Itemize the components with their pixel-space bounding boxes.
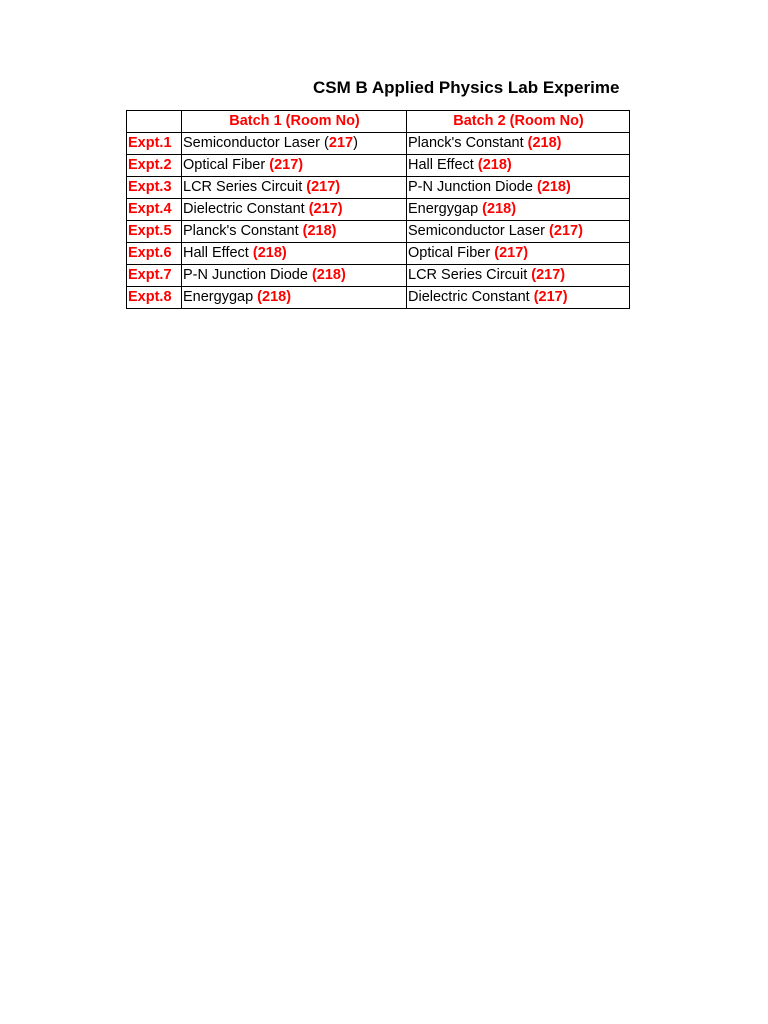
room-number: (217) <box>308 201 343 217</box>
batch-1-cell <box>182 287 407 309</box>
table-row <box>127 221 630 243</box>
batch-2-cell <box>407 265 630 287</box>
room-number: (217) <box>494 245 529 261</box>
room-number: 217 <box>328 135 354 151</box>
table-header-row <box>127 111 630 133</box>
experiment-label: Expt.3 <box>127 177 182 199</box>
experiment-name: P-N Junction Diode <box>408 179 533 195</box>
batch-1-cell <box>182 243 407 265</box>
room-number: (218) <box>257 289 292 305</box>
experiment-name: Hall Effect <box>183 245 249 261</box>
room-number: (218) <box>252 245 287 261</box>
experiment-label: Expt.4 <box>127 199 182 221</box>
header-cell-empty <box>127 111 182 133</box>
batch-1-cell <box>182 221 407 243</box>
room-number: (218) <box>482 201 517 217</box>
table-row <box>127 287 630 309</box>
experiment-name: Semiconductor Laser <box>183 135 321 151</box>
batch-2-cell <box>407 199 630 221</box>
experiment-name: LCR Series Circuit <box>183 179 303 195</box>
room-number: (218) <box>527 135 562 151</box>
experiment-name: Semiconductor Laser <box>408 223 546 239</box>
page-title-container <box>313 78 633 102</box>
batch-2-cell <box>407 243 630 265</box>
batch-1-cell <box>182 199 407 221</box>
batch-2-cell <box>407 287 630 309</box>
table-row <box>127 199 630 221</box>
room-number: (218) <box>311 267 346 283</box>
header-cell-batch-1: Batch 1 (Room No) <box>182 111 407 133</box>
experiment-label: Expt.6 <box>127 243 182 265</box>
batch-1-cell <box>182 133 407 155</box>
experiment-label: Expt.8 <box>127 287 182 309</box>
room-paren-open: ( <box>324 135 329 151</box>
experiment-label: Expt.1 <box>127 133 182 155</box>
experiment-label: Expt.7 <box>127 265 182 287</box>
experiment-name: Planck's Constant <box>183 223 299 239</box>
table-row <box>127 265 630 287</box>
batch-1-cell <box>182 155 407 177</box>
experiment-label: Expt.5 <box>127 221 182 243</box>
experiment-name: LCR Series Circuit <box>408 267 528 283</box>
experiment-name: Planck's Constant <box>408 135 524 151</box>
room-number: (217) <box>531 267 566 283</box>
table-row <box>127 177 630 199</box>
experiment-name: Dielectric Constant <box>183 201 305 217</box>
batch-1-cell <box>182 177 407 199</box>
batch-2-cell <box>407 221 630 243</box>
room-number: (217) <box>306 179 341 195</box>
room-paren-close: ) <box>353 135 358 151</box>
experiment-name: Dielectric Constant <box>408 289 530 305</box>
experiment-name: Optical Fiber <box>408 245 491 261</box>
batch-2-cell <box>407 133 630 155</box>
experiment-name: P-N Junction Diode <box>183 267 308 283</box>
room-number: (217) <box>549 223 583 239</box>
room-number: (218) <box>536 179 571 195</box>
experiment-name: Hall Effect <box>408 157 474 173</box>
experiment-name: Energygap <box>183 289 254 305</box>
experiment-name: Energygap <box>408 201 479 217</box>
table-row <box>127 133 630 155</box>
room-number: (218) <box>477 157 512 173</box>
page-title: CSM B Applied Physics Lab Experime <box>313 78 620 97</box>
batch-2-cell <box>407 155 630 177</box>
table-row <box>127 155 630 177</box>
experiment-label: Expt.2 <box>127 155 182 177</box>
room-number: (217) <box>269 157 304 173</box>
lab-schedule-table <box>126 110 630 309</box>
table-row <box>127 243 630 265</box>
header-cell-batch-2: Batch 2 (Room No) <box>407 111 630 133</box>
experiment-name: Optical Fiber <box>183 157 266 173</box>
batch-2-cell <box>407 177 630 199</box>
batch-1-cell <box>182 265 407 287</box>
room-number: (217) <box>533 289 568 305</box>
room-number: (218) <box>302 223 337 239</box>
